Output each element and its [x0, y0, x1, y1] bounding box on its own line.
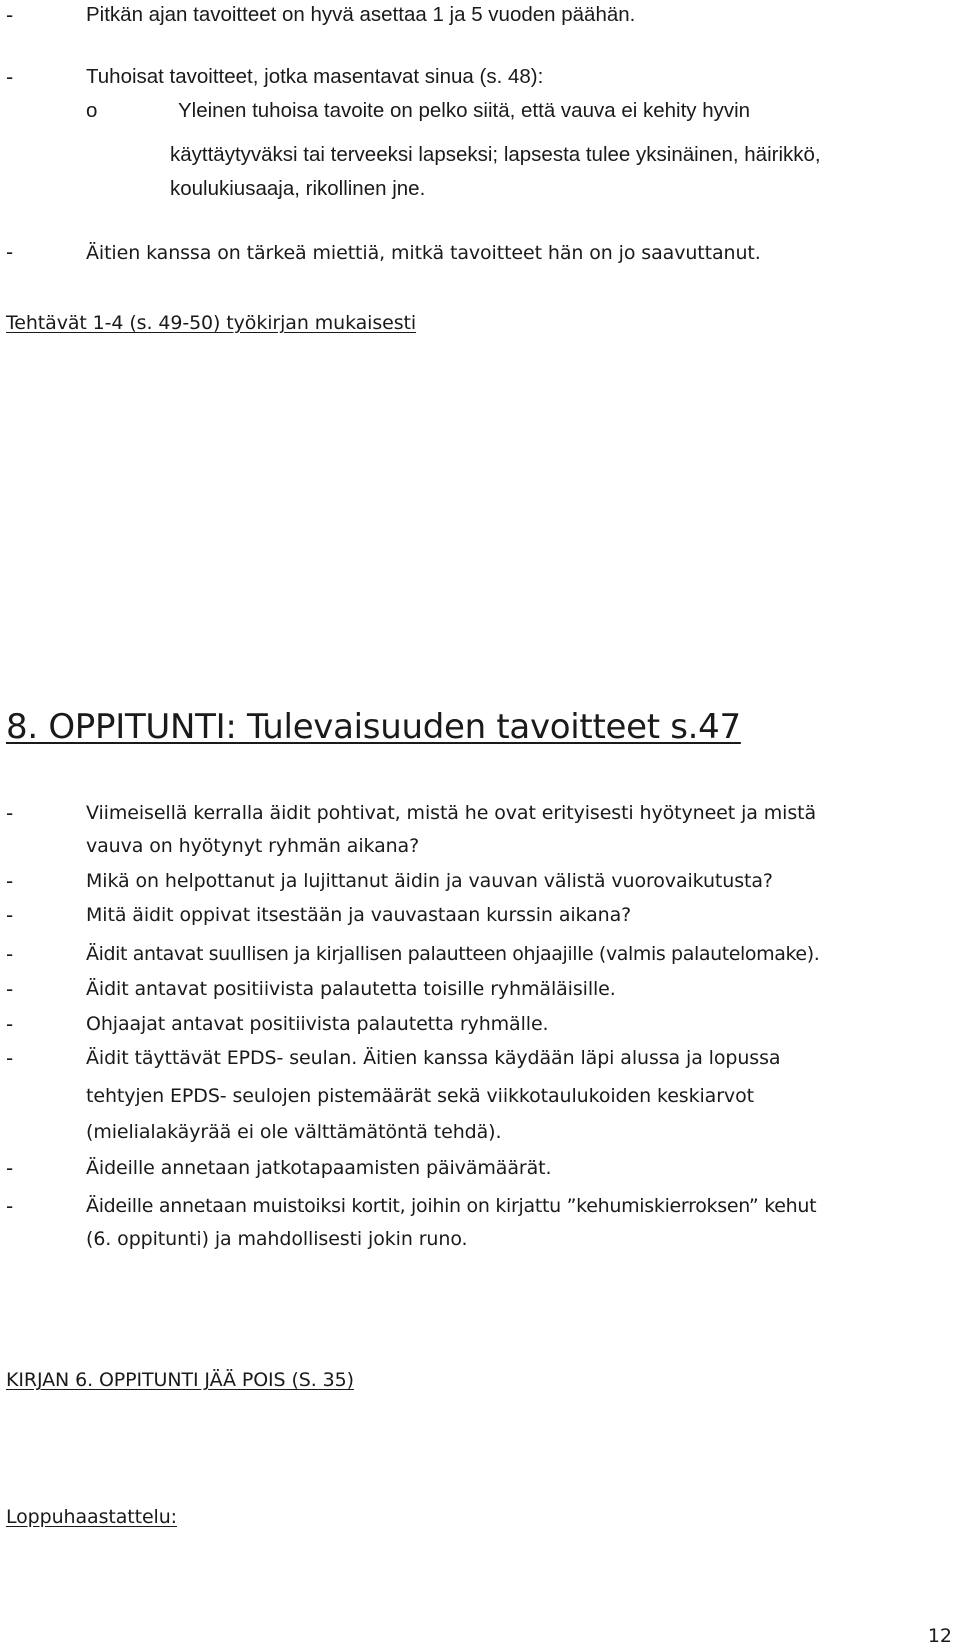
- list-item-continuation: (6. oppitunti) ja mahdollisesti jokin runo.: [86, 1228, 468, 1250]
- sub-bullet-marker: o: [86, 99, 98, 122]
- list-item: Mikä on helpottanut ja lujittanut äidin ja vauvan välistä vuorovaikutusta?: [86, 870, 773, 892]
- tasks-reference: Tehtävät 1-4 (s. 49-50) työkirjan mukaisesti: [6, 312, 417, 334]
- bullet-dash: -: [6, 65, 14, 89]
- list-item: Äidit antavat positiivista palautetta toisille ryhmäläisille.: [86, 978, 616, 1000]
- bullet-dash: -: [6, 1046, 14, 1070]
- bullet-dash: -: [6, 977, 14, 1001]
- bullet-dash: -: [6, 869, 14, 893]
- bullet-dash: -: [6, 1012, 14, 1036]
- bullet-dash: -: [6, 801, 14, 825]
- bullet-dash: -: [6, 3, 14, 27]
- list-item: Mitä äidit oppivat itsestään ja vauvastaan kurssin aikana?: [86, 904, 632, 926]
- list-item: Ohjaajat antavat positiivista palautetta ryhmälle.: [86, 1013, 549, 1035]
- list-item-continuation: vauva on hyötynyt ryhmän aikana?: [86, 835, 420, 857]
- list-item: Äidit antavat suullisen ja kirjallisen palautteen ohjaajille (valmis palautelomake).: [86, 943, 820, 965]
- lesson-heading: 8. OPPITUNTI: Tulevaisuuden tavoitteet s.47: [6, 707, 741, 747]
- list-item: Äitien kanssa on tärkeä miettiä, mitkä tavoitteet hän on jo saavuttanut.: [86, 242, 761, 264]
- bullet-dash: -: [6, 903, 14, 927]
- bullet-dash: -: [6, 240, 14, 264]
- list-item-continuation: (mielialakäyrää ei ole välttämätöntä tehdä).: [86, 1121, 502, 1143]
- bullet-dash: -: [6, 942, 14, 966]
- final-survey-heading: Loppuhaastattelu:: [6, 1506, 177, 1528]
- page-number: 12: [927, 1625, 952, 1647]
- book-note: KIRJAN 6. OPPITUNTI JÄÄ POIS (S. 35): [6, 1369, 354, 1391]
- list-item-continuation: tehtyjen EPDS- seulojen pistemäärät sekä viikkotaulukoiden keskiarvot: [86, 1085, 754, 1107]
- list-item: Viimeisellä kerralla äidit pohtivat, mistä he ovat erityisesti hyötyneet ja mistä: [86, 802, 817, 824]
- bullet-dash: -: [6, 1194, 14, 1218]
- list-item: Tuhoisat tavoitteet, jotka masentavat sinua (s. 48):: [86, 65, 544, 88]
- sub-list-line: Yleinen tuhoisa tavoite on pelko siitä, että vauva ei kehity hyvin: [178, 99, 751, 122]
- list-item: Pitkän ajan tavoitteet on hyvä asettaa 1 ja 5 vuoden päähän.: [86, 3, 636, 26]
- list-item: Äidit täyttävät EPDS- seulan. Äitien kanssa käydään läpi alussa ja lopussa: [86, 1047, 781, 1069]
- sub-list-line: koulukiusaaja, rikollinen jne.: [170, 177, 426, 200]
- list-item: Äideille annetaan muistoiksi kortit, joihin on kirjattu ”kehumiskierroksen” kehut: [86, 1195, 817, 1217]
- sub-list-line: käyttäytyväksi tai terveeksi lapseksi; lapsesta tulee yksinäinen, häirikkö,: [170, 143, 821, 166]
- list-item: Äideille annetaan jatkotapaamisten päivämäärät.: [86, 1157, 552, 1179]
- bullet-dash: -: [6, 1156, 14, 1180]
